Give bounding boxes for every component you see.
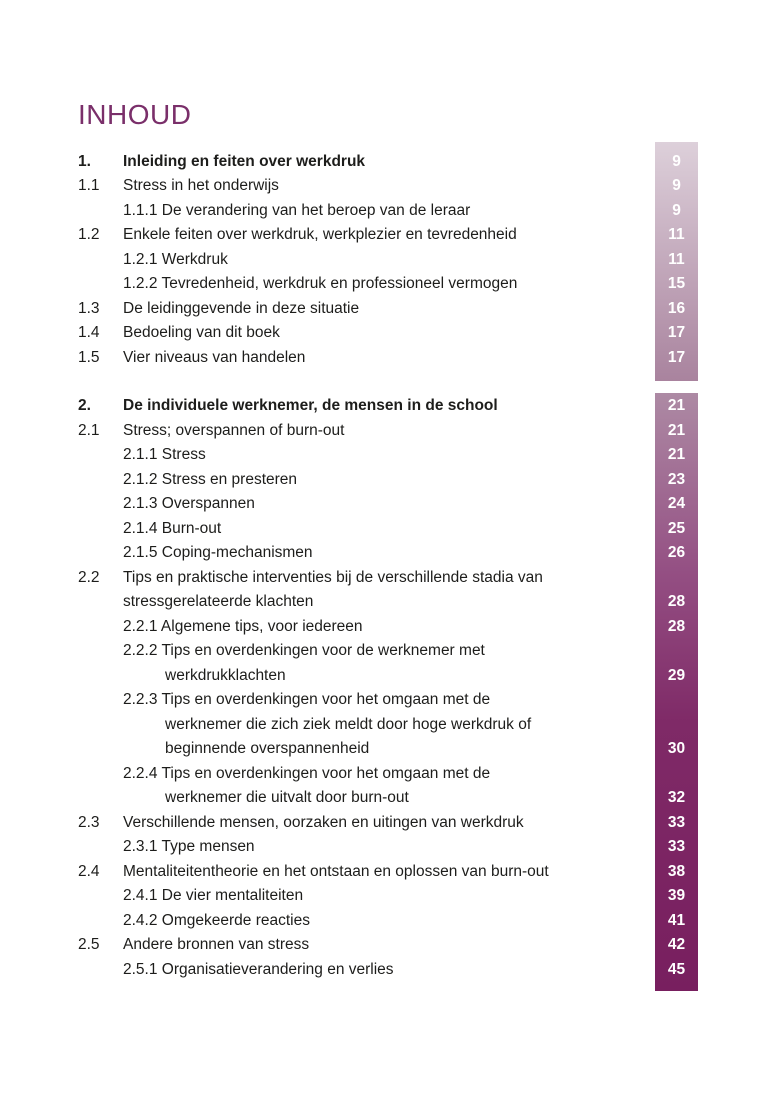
toc-entry-title: Tips en praktische interventies bij de verschillende stadia van (123, 569, 543, 586)
toc-entry (0, 786, 770, 810)
toc-entry-title: 2.3.1 Type mensen (123, 838, 255, 855)
toc-entry-title: werknemer die zich ziek meldt door hoge werkdruk of (165, 716, 532, 733)
toc-entry-page: 9 (672, 153, 681, 170)
toc-entry (0, 909, 770, 933)
toc-entry (0, 150, 770, 174)
toc-entry-title: 2.1.1 Stress (123, 446, 206, 463)
toc-entry-title: Bedoeling van dit boek (123, 324, 280, 341)
toc-entry-page: 17 (667, 349, 686, 366)
toc-entry (0, 199, 770, 223)
toc-entry (0, 419, 770, 443)
toc-entry-number: 2.3 (78, 814, 100, 831)
toc-entry-title: 2.1.2 Stress en presteren (123, 471, 298, 488)
toc-entry-number: 1.4 (78, 324, 100, 341)
toc-entry (0, 321, 770, 345)
toc-entry-title: Andere bronnen van stress (123, 936, 310, 953)
toc-entry-page: 16 (667, 300, 686, 317)
toc-entry-title: Mentaliteitentheorie en het ontstaan en oplossen van burn-out (123, 863, 549, 880)
toc-entry (0, 639, 770, 663)
toc-entry (0, 541, 770, 565)
toc-entry-page: 29 (667, 667, 686, 684)
toc-entry-number: 1.5 (78, 349, 100, 366)
toc-entry (0, 762, 770, 786)
toc-entry-title: 2.4.1 De vier mentaliteiten (123, 887, 304, 904)
toc-entry (0, 590, 770, 614)
toc-entry-page: 28 (667, 618, 686, 635)
toc-entry-page: 39 (667, 887, 686, 904)
toc-entry-page: 11 (668, 226, 685, 243)
toc-entry-number: 2.4 (78, 863, 100, 880)
toc-entry-title: 2.2.1 Algemene tips, voor iedereen (123, 618, 363, 635)
toc-entry-title: De individuele werknemer, de mensen in de school (123, 397, 498, 414)
toc-entry-page: 33 (667, 814, 686, 831)
toc-entry-page: 21 (667, 446, 686, 463)
toc-entry-number: 1.1 (78, 177, 100, 194)
toc-entry-title: 2.2.2 Tips en overdenkingen voor de werknemer met (123, 642, 485, 659)
toc-entry (0, 272, 770, 296)
toc-entry-page: 21 (667, 397, 686, 414)
toc-entry-page: 30 (667, 740, 686, 757)
toc-entry (0, 394, 770, 418)
toc-entry-page: 38 (667, 863, 686, 880)
toc-entry (0, 933, 770, 957)
toc-entry-page: 45 (667, 961, 686, 978)
toc-entry-page: 25 (667, 520, 686, 537)
toc-entry-page: 41 (667, 912, 686, 929)
toc-entry-title: 2.1.5 Coping-mechanismen (123, 544, 313, 561)
toc-entry (0, 566, 770, 590)
toc-entry-number: 1. (78, 153, 91, 170)
toc-entry (0, 174, 770, 198)
toc-entry (0, 688, 770, 712)
toc-entry-number: 1.2 (78, 226, 100, 243)
toc-entry-title: Stress in het onderwijs (123, 177, 279, 194)
toc-entry-number: 2.2 (78, 569, 100, 586)
toc-entry (0, 737, 770, 761)
toc-entry-title: 2.4.2 Omgekeerde reacties (123, 912, 310, 929)
toc-entry-title: Stress; overspannen of burn-out (123, 422, 345, 439)
toc-entry (0, 443, 770, 467)
toc-entry (0, 860, 770, 884)
toc-entry-page: 28 (667, 593, 686, 610)
toc-entry-page: 32 (667, 789, 686, 806)
toc-entry-title: 2.1.3 Overspannen (123, 495, 255, 512)
toc-entry (0, 664, 770, 688)
toc-entry-title: 1.2.2 Tevredenheid, werkdruk en professioneel vermogen (123, 275, 518, 292)
toc-entry (0, 615, 770, 639)
toc-entry-title: 2.2.4 Tips en overdenkingen voor het omgaan met de (123, 765, 491, 782)
toc-entry-title: Verschillende mensen, oorzaken en uitingen van werkdruk (123, 814, 524, 831)
toc-entry-title: 1.1.1 De verandering van het beroep van de leraar (123, 202, 471, 219)
toc-entry-page: 42 (667, 936, 686, 953)
toc-entry (0, 297, 770, 321)
toc-entry-page: 15 (667, 275, 686, 292)
toc-entry-title: werkdrukklachten (165, 667, 286, 684)
toc-entry-title: 2.1.4 Burn-out (123, 520, 222, 537)
toc-entry-page: 9 (672, 202, 681, 219)
toc-entry-title: beginnende overspannenheid (165, 740, 370, 757)
toc-entry (0, 223, 770, 247)
toc-entry (0, 517, 770, 541)
toc-entry-number: 2. (78, 397, 91, 414)
toc-entry (0, 713, 770, 737)
toc-entry (0, 958, 770, 982)
toc-entry-page: 9 (672, 177, 681, 194)
toc-entry (0, 248, 770, 272)
toc-entry-title: werknemer die uitvalt door burn-out (165, 789, 409, 806)
toc-entry-page: 33 (667, 838, 686, 855)
toc-entry-title: stressgerelateerde klachten (123, 593, 314, 610)
toc-entry-title: 2.5.1 Organisatieverandering en verlies (123, 961, 394, 978)
toc-entry-page: 24 (667, 495, 686, 512)
toc-entry-page: 23 (667, 471, 686, 488)
toc-entry-title: Vier niveaus van handelen (123, 349, 306, 366)
toc-entry (0, 492, 770, 516)
toc-entry-title: Enkele feiten over werkdruk, werkplezier en tevredenheid (123, 226, 517, 243)
toc-entry-page: 11 (668, 251, 685, 268)
page-title: INHOUD (78, 99, 192, 130)
toc-entry-number: 1.3 (78, 300, 100, 317)
toc-entry (0, 346, 770, 370)
toc-entry-page: 17 (667, 324, 686, 341)
toc-entry-page: 21 (667, 422, 686, 439)
toc-entry-title: Inleiding en feiten over werkdruk (123, 153, 366, 170)
toc-entry-title: De leidinggevende in deze situatie (123, 300, 360, 317)
toc-entry-page: 26 (667, 544, 686, 561)
toc-entry (0, 468, 770, 492)
toc-entry (0, 835, 770, 859)
toc-entry-title: 1.2.1 Werkdruk (123, 251, 228, 268)
toc-entry-number: 2.1 (78, 422, 100, 439)
toc-entry (0, 811, 770, 835)
toc-entry-title: 2.2.3 Tips en overdenkingen voor het omgaan met de (123, 691, 491, 708)
toc-entry-number: 2.5 (78, 936, 100, 953)
toc-entry (0, 884, 770, 908)
